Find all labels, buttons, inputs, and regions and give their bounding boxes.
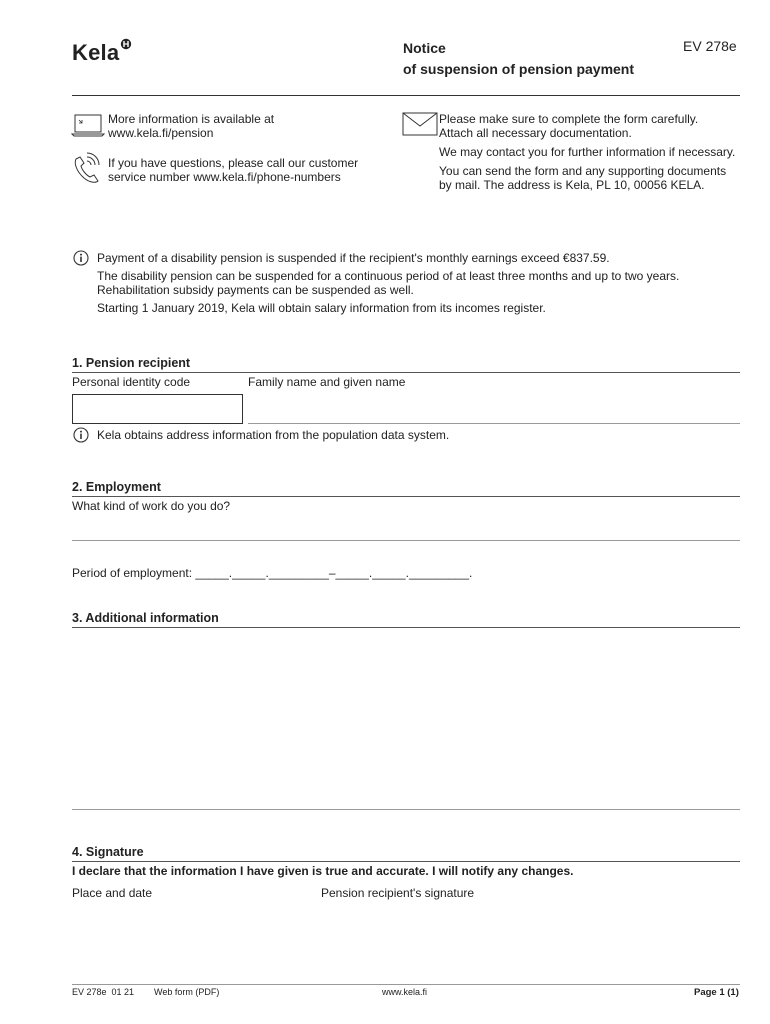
- info-icon: [73, 427, 89, 443]
- section1-rule: [72, 372, 740, 373]
- work-type-field[interactable]: [72, 514, 740, 539]
- phone-icon: [70, 151, 106, 185]
- form-code: EV 278e: [683, 38, 737, 54]
- address-note: Kela obtains address information from the population data system.: [97, 428, 450, 442]
- personal-id-field[interactable]: [72, 394, 243, 424]
- place-date-field[interactable]: [72, 902, 312, 962]
- footer-rule: [72, 984, 740, 985]
- section4-title: 4. Signature: [72, 845, 144, 859]
- info-line3: Rehabilitation subsidy payments can be suspended as well.: [97, 283, 414, 297]
- section3-title: 3. Additional information: [72, 611, 219, 625]
- mail-line3: We may contact you for further information if necessary.: [439, 145, 736, 159]
- info-line2: The disability pension can be suspended for a continuous period of at least three months and up to two years.: [97, 269, 680, 283]
- additional-info-underline: [72, 809, 740, 810]
- disability-info: [97, 251, 679, 315]
- mail-line2: Attach all necessary documentation.: [439, 126, 632, 140]
- envelope-icon: [402, 112, 438, 136]
- phone-line1: If you have questions, please call our customer: [108, 156, 359, 170]
- section4-rule: [72, 861, 740, 862]
- kela-logo: [72, 40, 119, 66]
- logo-text: Kela: [72, 40, 120, 65]
- mail-line1: Please make sure to complete the form carefully.: [439, 112, 699, 126]
- work-type-underline: [72, 540, 740, 541]
- title-line2: of suspension of pension payment: [403, 61, 635, 77]
- family-name-field[interactable]: [248, 394, 740, 422]
- phone-text: [108, 156, 358, 184]
- mail-line4: You can send the form and any supporting documents: [439, 164, 727, 178]
- section2-rule: [72, 496, 740, 497]
- name-field-underline: [248, 423, 740, 424]
- declaration-text: I declare that the information I have given is true and accurate. I will notify any changes.: [72, 864, 574, 878]
- footer-form-type: Web form (PDF): [154, 987, 220, 997]
- header-divider: [72, 95, 740, 96]
- employment-period[interactable]: Period of employment: _____._____._________–_____._____._________.: [72, 566, 473, 580]
- section1-title: 1. Pension recipient: [72, 356, 191, 370]
- info-line1: Payment of a disability pension is suspended if the recipient's monthly earnings exceed €837.59.: [97, 251, 610, 265]
- more-info-text: [108, 112, 274, 140]
- title-line1: Notice: [403, 40, 446, 56]
- more-info-link[interactable]: www.kela.fi/pension: [108, 126, 214, 140]
- signature-label: Pension recipient's signature: [321, 886, 475, 900]
- additional-info-field[interactable]: [72, 630, 740, 808]
- footer-url[interactable]: www.kela.fi: [382, 987, 428, 997]
- signature-field[interactable]: [321, 902, 740, 962]
- phone-line2[interactable]: service number www.kela.fi/phone-numbers: [108, 170, 341, 184]
- laptop-icon: [71, 113, 105, 137]
- section3-rule: [72, 627, 740, 628]
- kela-emblem-icon: [120, 38, 132, 50]
- mail-line5: by mail. The address is Kela, PL 10, 00056 KELA.: [439, 178, 705, 192]
- footer-page: Page 1 (1): [694, 987, 739, 998]
- family-name-label: Family name and given name: [248, 375, 406, 389]
- form-title: [403, 38, 634, 80]
- footer-form-code: EV 278e 01 21: [72, 987, 135, 997]
- info-icon: [73, 250, 89, 266]
- info-line4: Starting 1 January 2019, Kela will obtain salary information from its incomes register.: [97, 301, 546, 315]
- personal-id-label: Personal identity code: [72, 375, 191, 389]
- work-type-label: What kind of work do you do?: [72, 499, 231, 513]
- place-date-label: Place and date: [72, 886, 153, 900]
- more-info-line1: More information is available at: [108, 112, 275, 126]
- mail-instructions: [439, 112, 735, 192]
- section2-title: 2. Employment: [72, 480, 161, 494]
